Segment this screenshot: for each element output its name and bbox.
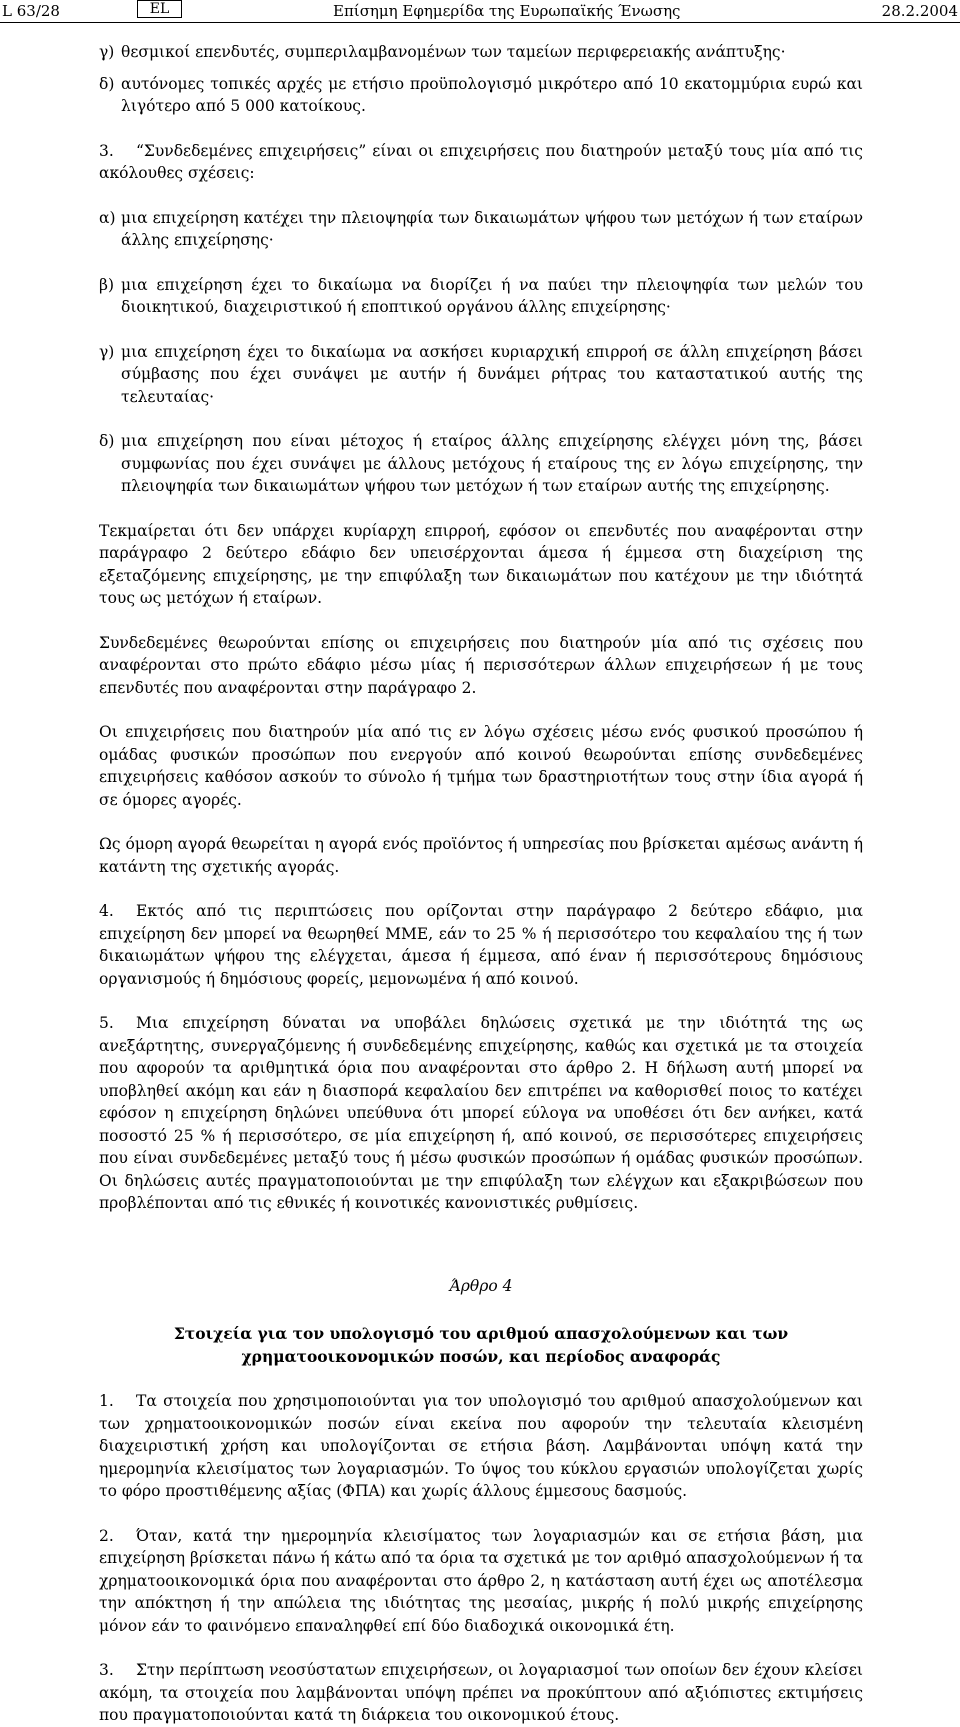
paragraph-text: Μια επιχείρηση δύναται να υποβάλει δηλώσεις σχετικά με την ιδιότητά της ως ανεξάρτητης, συνεργαζόμενης ή συνδεδεμένης επιχείρησης, καθώς και σχετικά με τα στοιχεία που αφορούν τα αριθμητικά όρια που αναφέρονται στο άρθρο 2. Η δήλωση αυτή μπορεί να υποβληθεί ακόμη και εάν η διασπορά κεφαλαίου δεν επιτρέπει να καθορισθεί ποιος το κατέχει εφόσον η επιχείρηση δηλώνει υπεύθυνα ότι μπορεί εύλογα να υποθέσει ότι δεν ανήκει, κατά ποσοστό 25 % ή περισσότερο, σε μία επιχείρηση ή, από κοινού, σε περισσότερες επιχειρήσεις που είναι συνδεδεμένες μεταξύ τους ή μέσω φυσικών προσώπων ή ομάδας φυσικών προσώπων. Οι δηλώσεις αυτές πραγματοποιούνται με την επιφύλαξη των ελέγχων και εξακριβώσεων που προβλέπονται από τις εθνικές ή κοινοτικές κανονιστικές ρυθμίσεις. (99, 1014, 863, 1212)
body-paragraph: Τεκμαίρεται ότι δεν υπάρχει κυρίαρχη επιρροή, εφόσον οι επενδυτές που αναφέρονται στην παράγραφο 2 δεύτερο εδάφιο δεν υπεισέρχονται άμεσα ή έμμεσα στη διαχείριση της εξεταζόμενης επιχείρησης, με την επιφύλαξη των δικαιωμάτων που κατέχουν με την ιδιότητά τους ως μετόχων ή εταίρων. (99, 521, 863, 607)
list-item (99, 207, 863, 252)
article-title: Άρθρο 4 (449, 1276, 513, 1295)
paragraph-number: 3. (99, 141, 114, 160)
page-header (0, 0, 960, 23)
list-marker: β) (99, 275, 115, 294)
article-paragraph-1 (99, 1390, 863, 1503)
paragraph-text: “Συνδεδεμένες επιχειρήσεις” είναι οι επιχειρήσεις που διατηρούν μεταξύ τους μία από τις ακόλουθες σχέσεις: (99, 141, 863, 182)
paragraph-text: Τα στοιχεία που χρησιμοποιούνται για τον υπολογισμό του αριθμού απασχολούμενων και των χρηματοοικονομικών ποσών είναι εκείνα που αφορούν την τελευταία κλεισμένη διαχειριστική χρήση και υπολογίζονται σε ετήσια βάση. Λαμβάνονται υπόψη κατά την ημερομηνία κλεισίματος των λογαριασμών. Το ύψος του κύκλου εργασιών υπολογίζεται χωρίς το φόρο προστιθέμενης αξίας (ΦΠΑ) και χωρίς άλλους έμμεσους δασμούς. (99, 1392, 863, 1500)
list-item (99, 430, 863, 498)
list-text: θεσμικοί επενδυτές, συμπεριλαμβανομένων των ταμείων περιφερειακής ανάπτυξης· (121, 43, 786, 61)
list-item (99, 41, 863, 64)
paragraph-5 (99, 1012, 863, 1215)
publication-date: 28.2.2004 (881, 2, 958, 20)
paragraph-number: 3. (99, 1661, 114, 1679)
list-text: μια επιχείρηση έχει το δικαίωμα να διορίζει ή να παύει την πλειοψηφία των μελών του διοικητικού, διαχειριστικού ή εποπτικού οργάνου άλλης επιχείρησης· (121, 275, 863, 316)
list-marker: α) (99, 208, 116, 227)
list-item (99, 274, 863, 319)
body-paragraph: Οι επιχειρήσεις που διατηρούν μία από τις εν λόγω σχέσεις μέσω ενός φυσικού προσώπου ή ομάδας φυσικών προσώπων που ενεργούν από κοινού θεωρούνται επίσης συνδεδεμένες επιχειρήσεις καθόσον ασκούν το σύνολο ή τμήμα των δραστηριοτήτων τους στην ίδια αγορά ή σε όμορες αγορές. (99, 723, 863, 809)
list-marker: γ) (99, 342, 115, 361)
list-item (99, 73, 863, 118)
paragraph-number: 2. (99, 1526, 114, 1545)
language-badge: EL (137, 0, 182, 18)
paragraph-text: Όταν, κατά την ημερομηνία κλεισίματος των λογαριασμών και σε ετήσια βάση, μια επιχείρηση βρίσκεται πάνω ή κάτω από τα όρια τα σχετικά με τον αριθμό απασχολούμενων ή τα χρηματοοικονομικά όρια που αναφέρονται στο άρθρο 2, η κατάσταση αυτή έχει ως αποτέλεσμα την απόκτηση ή την απώλεια της ιδιότητας της μεσαίας, μικρής ή πολύ μικρής επιχείρησης μόνον εάν το φαινόμενο επαναληφθεί επί δύο διαδοχικά οικονομικά έτη. (99, 1526, 863, 1635)
paragraph-3 (99, 140, 863, 185)
list-marker: γ) (99, 43, 115, 61)
list-text: αυτόνομες τοπικές αρχές με ετήσιο προϋπολογισμό μικρότερο από 10 εκατομμύρια ευρώ και λιγότερο από 5 000 κατοίκους. (121, 74, 863, 115)
article-heading: Στοιχεία για τον υπολογισμό του αριθμού απασχολούμενων και των χρηματοοικονομικών ποσών, και περίοδος αναφοράς (173, 1324, 789, 1366)
list-text: μια επιχείρηση έχει το δικαίωμα να ασκήσει κυριαρχική επιρροή σε άλλη επιχείρηση βάσει σύμβασης που έχει συνάψει με αυτήν ή δυνάμει ρήτρας του καταστατικού αυτής της τελευταίας· (121, 342, 863, 406)
list-marker: δ) (99, 432, 115, 450)
list-item (99, 341, 863, 409)
journal-title: Επίσημη Εφημερίδα της Ευρωπαϊκής Ένωσης (333, 2, 681, 20)
paragraph-text: Στην περίπτωση νεοσύστατων επιχειρήσεων, οι λογαριασμοί των οποίων δεν έχουν κλείσει ακόμη, τα στοιχεία που λαμβάνονται υπόψη πρέπει να προκύπτουν από αξιόπιστες εκτιμήσεις που πραγματοποιούνται κατά τη διάρκεια του οικονομικού έτους. (99, 1661, 863, 1724)
article-paragraph-3 (99, 1659, 863, 1727)
paragraph-number: 1. (99, 1392, 114, 1410)
article-paragraph-2 (99, 1525, 863, 1638)
paragraph-4 (99, 900, 863, 990)
list-text: μια επιχείρηση που είναι μέτοχος ή εταίρος άλλης επιχείρησης ελέγχει μόνη της, βάσει συμφωνίας που έχει συνάψει με άλλους μετόχους ή εταίρους της εν λόγω επιχείρησης, την πλειοψηφία των δικαιωμάτων ψήφου των μετόχων ή των εταίρων αυτής της επιχείρησης. (121, 432, 863, 495)
body-paragraph: Ως όμορη αγορά θεωρείται η αγορά ενός προϊόντος ή υπηρεσίας που βρίσκεται αμέσως ανάντη ή κατάντη της σχετικής αγοράς. (99, 835, 863, 876)
paragraph-text: Εκτός από τις περιπτώσεις που ορίζονται στην παράγραφο 2 δεύτερο εδάφιο, μια επιχείρηση δεν μπορεί να θεωρηθεί ΜΜΕ, εάν το 25 % ή περισσότερο του κεφαλαίου της ή των δικαιωμάτων ψήφου της ελέγχεται, άμεσα ή έμμεσα, από έναν ή περισσότερους δημόσιους οργανισμούς ή δημόσιους φορείς, μεμονωμένα ή από κοινού. (99, 902, 863, 988)
page-reference: L 63/28 (2, 2, 60, 20)
paragraph-number: 4. (99, 902, 114, 920)
document-body (99, 41, 863, 1727)
body-paragraph: Συνδεδεμένες θεωρούνται επίσης οι επιχειρήσεις που διατηρούν μία από τις σχέσεις που αναφέρονται στο πρώτο εδάφιο μέσω μίας ή περισσότερων άλλων επιχειρήσεων ή με τους επενδυτές που αναφέρονται στην παράγραφο 2. (99, 633, 863, 697)
list-text: μια επιχείρηση κατέχει την πλειοψηφία των δικαιωμάτων ψήφου των μετόχων ή των εταίρων άλλης επιχείρησης· (121, 208, 863, 249)
list-marker: δ) (99, 74, 115, 93)
paragraph-number: 5. (99, 1014, 114, 1032)
